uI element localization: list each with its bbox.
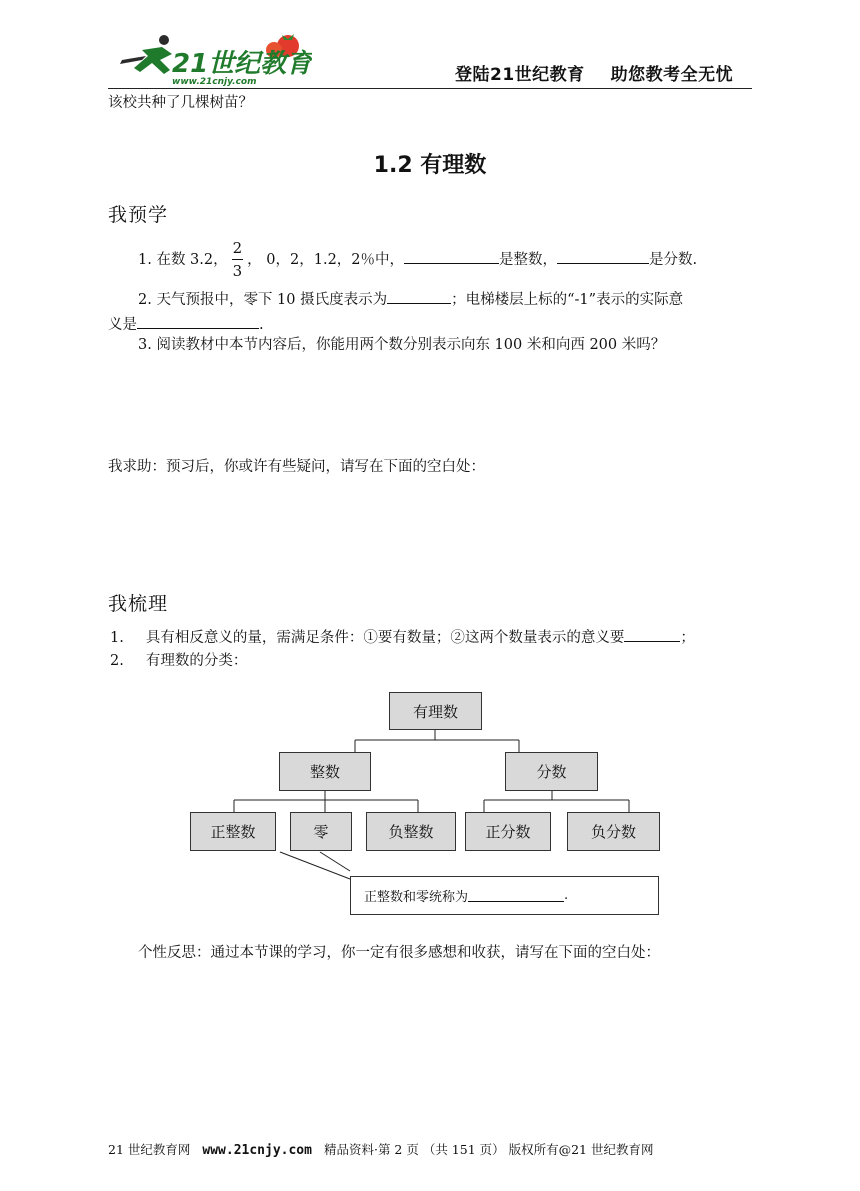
slogan-left: 登陆21世纪教育 [455,65,585,85]
node-positive-integer: 正整数 [190,812,276,851]
header-slogan [455,60,733,85]
sort-item-1: 1. 具有相反意义的量，需满足条件：①要有数量；②这两个数量表示的意义要 ； [110,627,695,648]
answer-blank-temperature[interactable] [387,289,451,304]
question-2-line2: 义是 . [108,314,264,335]
node-negative-fraction: 负分数 [567,812,660,851]
page-footer [108,1140,653,1158]
section-heading-sort: 我梳理 [108,593,169,615]
svg-text:www.21cnjy.com: www.21cnjy.com [172,77,257,86]
node-negative-integer: 负整数 [366,812,456,851]
node-positive-fraction: 正分数 [465,812,551,851]
answer-blank-elevator[interactable] [137,314,259,329]
previous-question-tail: 该校共种了几棵树苗？ [108,95,253,111]
node-integer: 整数 [279,752,371,791]
help-prompt: 我求助：预习后，你或许有些疑问，请写在下面的空白处： [108,459,485,475]
answer-blank-integer[interactable] [404,249,499,264]
footer-site-name: 21 世纪教育网 [108,1142,191,1157]
answer-blank-fraction[interactable] [557,249,649,264]
answer-blank-opposite[interactable] [624,627,680,642]
fraction-two-thirds: $\frac{2}{3}$ [232,239,243,280]
svg-text:21世纪教育: 21世纪教育 [172,49,312,79]
runner-logo-icon [120,35,172,74]
header-divider [108,88,752,89]
question-1: 1. 在数 3.2， $\frac{2}{3}$ ， 0，2，1.2，2％中， 是整数， 是分数. [138,239,698,280]
reflection-prompt: 个性反思：通过本节课的学习，你一定有很多感想和收获，请写在下面的空白处： [138,945,660,961]
footer-url[interactable]: www.21cnjy.com [202,1143,312,1158]
node-fraction: 分数 [505,752,598,791]
footer-info: 精品资料·第 2 页 （共 151 页） 版权所有@21 世纪教育网 [323,1142,654,1157]
slogan-right: 助您教考全无忧 [610,65,734,85]
node-zero: 零 [290,812,352,851]
callout-box: 正整数和零统称为 . [350,876,659,915]
question-2-line1: 2. 天气预报中，零下 10 摄氏度表示为 ；电梯楼层上标的“-1”表示的实际意 [138,289,683,310]
question-3: 3. 阅读教材中本节内容后，你能用两个数分别表示向东 100 米和向西 200 米吗？ [138,337,666,353]
node-rational-number: 有理数 [389,692,482,730]
sort-item-2: 2. 有理数的分类： [110,653,248,669]
answer-blank-callout[interactable] [468,889,564,902]
section-heading-preview: 我预学 [108,204,169,226]
page-title: 1.2 有理数 [373,153,487,178]
site-logo [112,30,312,86]
